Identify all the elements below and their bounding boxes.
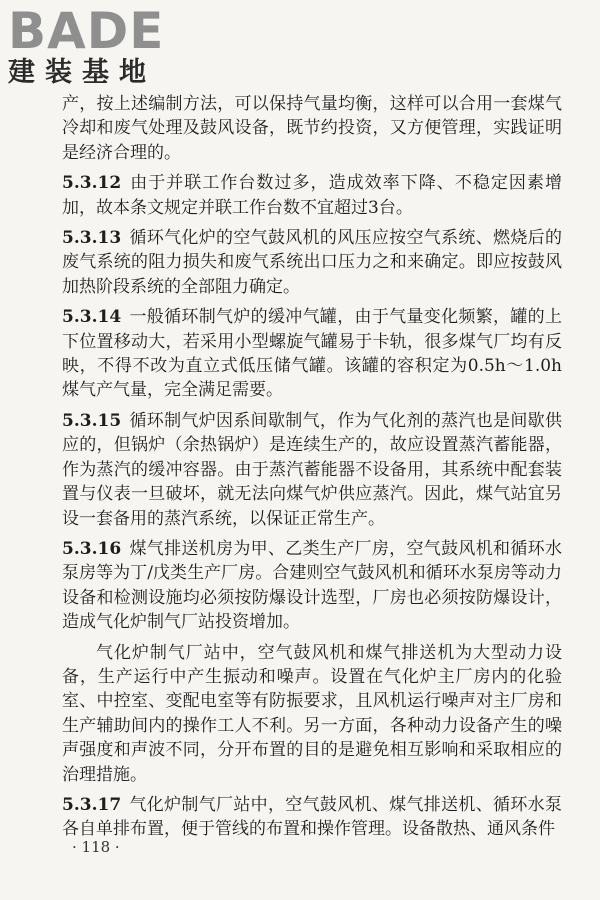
- paragraph-text: 气化炉制气厂站中，空气鼓风机和煤气排送机为大型动力设备，生产运行中产生振动和噪声。设置在气化炉主厂房内的化验室、中控室、变配电室等有防振要求，且风机运行噪声对主厂房和生产辅助间内的操作工人不利。另一方面，各种动力设备产生的噪声强度和声波不同，分开布置的目的是避免相互影响和采取相应的治理措施。: [62, 642, 562, 785]
- logo: [8, 2, 178, 88]
- paragraph-5-3-15: [62, 409, 562, 531]
- paragraph-text: 气化炉制气厂站中，空气鼓风机、煤气排送机、循环水泵各自单排布置，便于管线的布置和操作管理。设备散热、通风条件: [62, 794, 562, 840]
- paragraph-text: 循环气化炉的空气鼓风机的风压应按空气系统、燃烧后的废气系统的阻力损失和废气系统出口压力之和来确定。即应按鼓风加热阶段系统的全部阻力确定。: [62, 228, 562, 297]
- paragraph-5-3-17: [62, 793, 562, 842]
- paragraph-5-3-14: [62, 305, 562, 403]
- section-number: 5.3.13: [62, 228, 122, 249]
- section-number: 5.3.14: [62, 307, 122, 328]
- paragraph-5-3-16: [62, 537, 562, 635]
- section-number: 5.3.17: [62, 794, 122, 815]
- paragraph-text: 由于并联工作台数过多，造成效率下降、不稳定因素增加，故本条文规定并联工作台数不宜超过3台。: [62, 173, 562, 218]
- logo-wordmark: BADE: [8, 2, 165, 60]
- section-number: 5.3.16: [62, 538, 122, 559]
- paragraph-text: 一般循环制气炉的缓冲气罐，由于气量变化频繁，罐的上下位置移动大，若采用小型螺旋气罐易于卡轨，很多煤气厂均有反映，不得不改为直立式低压储气罐。该罐的容积定为0.5h～1.0h煤气产气量，完全满足需要。: [62, 307, 562, 401]
- paragraph-text: 产，按上述编制方法，可以保持气量均衡，这样可以合用一套煤气冷却和废气处理及鼓风设备，既节约投资，又方便管理，实践证明是经济合理的。: [62, 94, 562, 163]
- paragraph-text: 循环制气炉因系间歇制气，作为气化剂的蒸汽也是间歇供应的，但锅炉（余热锅炉）是连续生产的，故应设置蒸汽蓄能器，作为蒸汽的缓冲容器。由于蒸汽蓄能器不设备用，其系统中配套装置与仪表一旦破坏，就无法向煤气炉供应蒸汽。因此，煤气站宜另设一套备用的蒸汽系统，以保证正常生产。: [62, 410, 562, 529]
- paragraph-continuation: [62, 92, 562, 165]
- document-body: [62, 92, 562, 848]
- logo-subtitle: 建装基地: [8, 57, 156, 88]
- paragraph-text: 煤气排送机房为甲、乙类生产厂房，空气鼓风机和循环水泵房等为丁/戊类生产厂房。合建则空气鼓风机和循环水泵房等动力设备和检测设施均必须按防爆设计选型，厂房也必须按防爆设计，造成气化炉制气厂站投资增加。: [62, 538, 562, 633]
- paragraph-5-3-13: [62, 226, 562, 299]
- paragraph-5-3-12: [62, 171, 562, 220]
- page-number: · 118 ·: [72, 838, 120, 856]
- paragraph-indented: [62, 641, 562, 787]
- section-number: 5.3.15: [62, 410, 122, 431]
- section-number: 5.3.12: [62, 173, 122, 194]
